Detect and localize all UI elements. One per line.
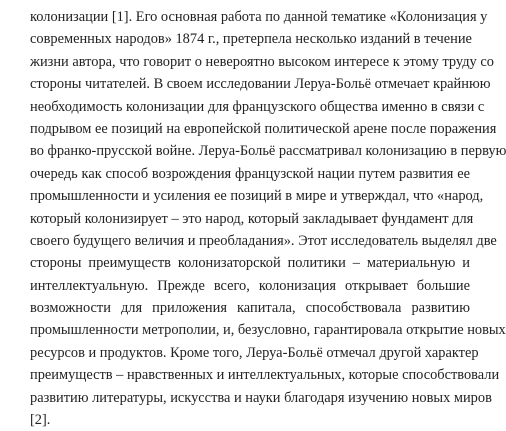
text-line: стороны преимуществ колонизаторской политики – материальную и — [30, 255, 470, 272]
body-text — [30, 6, 506, 431]
text-line: возможности для приложения капитала, способствовала развитию — [30, 300, 470, 317]
text-line: очередь как способ возрождения французской нации путем развития ее — [30, 165, 470, 182]
text-line: [2]. — [30, 412, 51, 429]
text-line: во франко-прусской войне. Леруа-Больё рассматривал колонизацию в первую — [30, 143, 506, 160]
text-line: интеллектуальную. Прежде всего, колонизация открывает большие — [30, 277, 470, 294]
text-line: современных народов» 1874 г., претерпела несколько изданий в течение — [30, 31, 472, 48]
text-line: колонизации [1]. Его основная работа по данной тематике «Колонизация у — [30, 9, 488, 25]
text-line: жизни автора, что говорит о невероятно высоком интересе к этому труду со — [30, 53, 494, 70]
text-line: подрывом ее позиций на европейской политической арене после поражения — [30, 120, 497, 137]
text-line: своего будущего величия и преобладания». Этот исследователь выделял две — [30, 232, 497, 249]
text-line: необходимость колонизации для французского общества именно в связи с — [30, 98, 485, 115]
text-line: преимуществ – нравственных и интеллектуальных, которые способствовали — [30, 367, 500, 384]
text-line: промышленности и усиления ее позиций в мире и утверждал, что «народ, — [30, 188, 484, 205]
text-line: ресурсов и продуктов. Кроме того, Леруа-Больё отмечал другой характер — [30, 344, 479, 361]
text-line: стороны читателей. В своем исследовании Леруа-Больё отмечает крайнюю — [30, 76, 491, 93]
text-line: который колонизирует – это народ, который закладывает фундамент для — [30, 210, 474, 227]
text-line: развитию литературы, искусства и науки благодаря изучению новых миров — [30, 389, 492, 406]
text-line: промышленности метрополии, и, безусловно, гарантировала открытие новых — [30, 322, 506, 339]
